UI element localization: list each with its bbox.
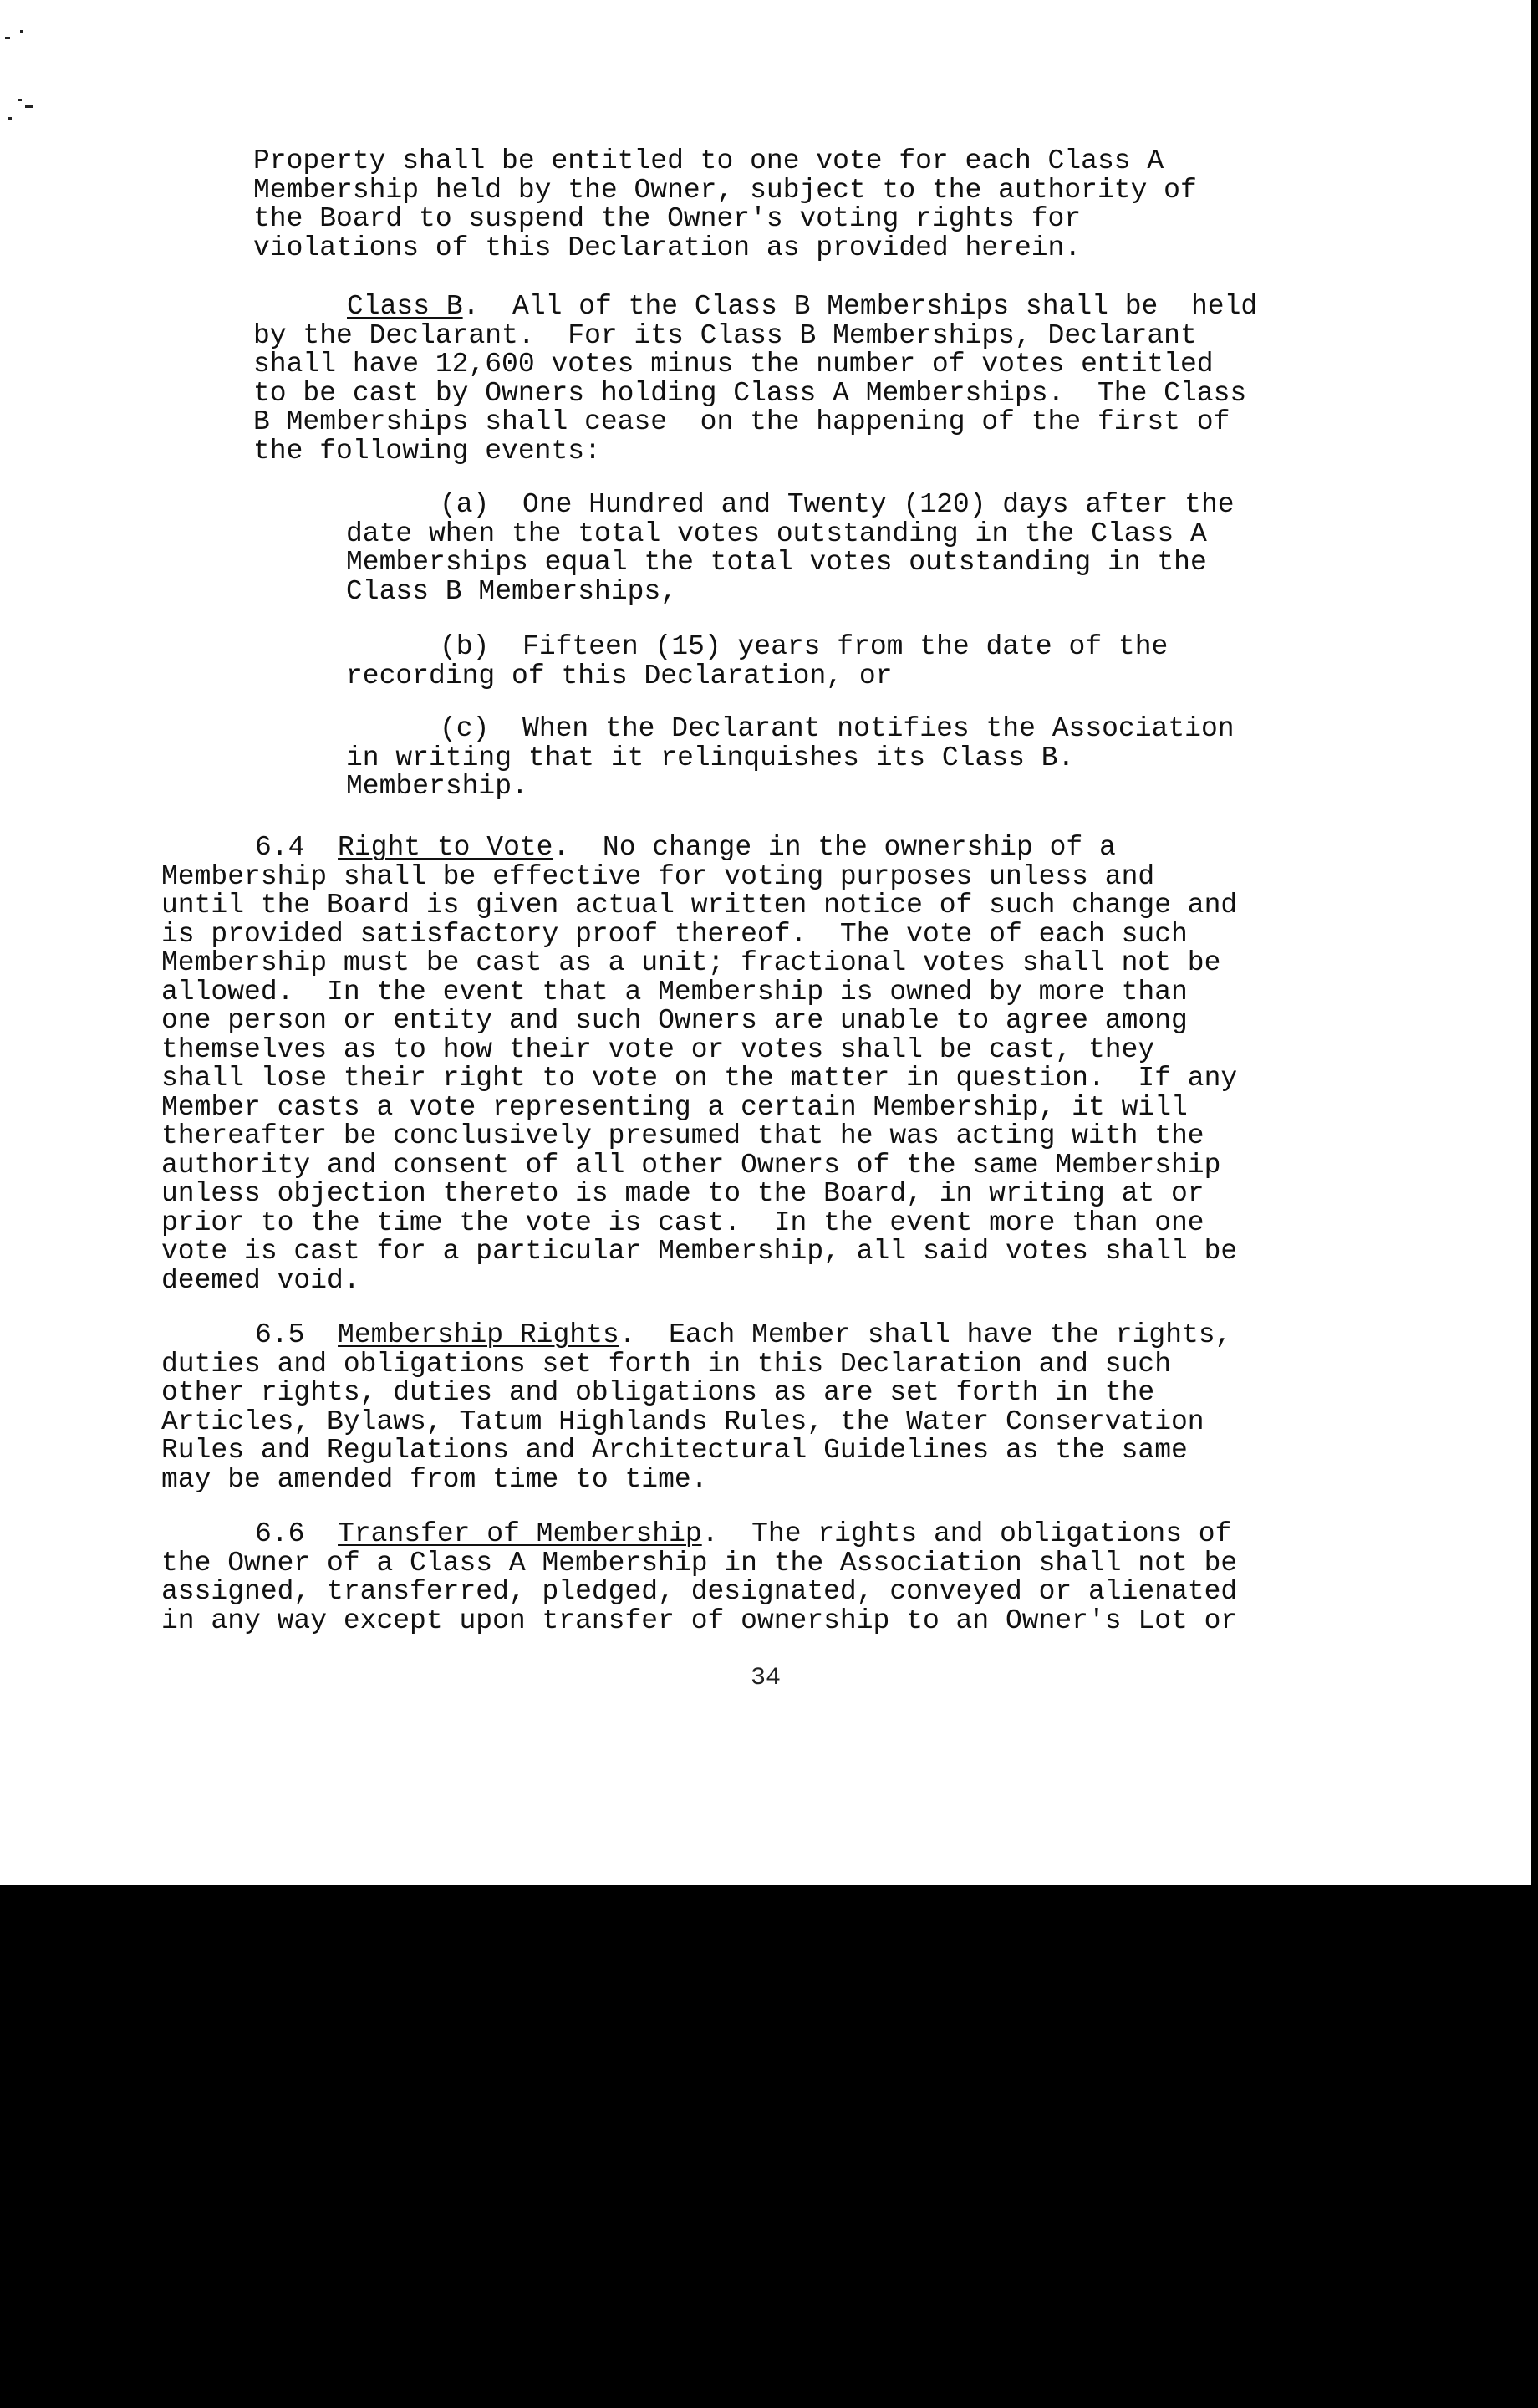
scan-edge	[1531, 0, 1538, 1885]
paragraph-class-b: Class B. All of the Class B Memberships shall be held by the Declarant. For its Class B Memberships, Declarant shall have 12,600 votes minus the number of votes entitled to be cast by Owners holding Class A Memberships. The Class B Memberships shall cease on the happening of the first of the following events:	[253, 291, 1258, 467]
section-6-4: 6.4 Right to Vote. No change in the ownership of a Membership shall be effective for voting purposes unless and until the Board is given actual written notice of such change and is provided satisfactory proof thereof. The vote of each such Membership must be cast as a unit; fractional votes shall not be allowed. In the event that a Membership is owned by more than one person or entity and such Owners are unable to agree among themselves as to how their vote or votes shall be cast, they shall lose their right to vote on the matter in question. If any Member casts a vote representing a certain Membership, it will thereafter be conclusively presumed that he was acting with the authority and consent of all other Owners of the same Membership unless objection thereto is made to the Board, in writing at or prior to the time the vote is cast. In the event more than one vote is cast for a particular Membership, all said votes shall be deemed void.	[161, 832, 1238, 1296]
scan-speck	[25, 105, 33, 108]
section-heading-right-to-vote: Right to Vote	[338, 832, 553, 863]
scan-speck	[8, 117, 12, 120]
page-number: 34	[750, 1664, 781, 1692]
section-number: 6.6	[255, 1518, 305, 1549]
section-heading-membership-rights: Membership Rights	[338, 1319, 619, 1350]
class-b-heading: Class B	[347, 291, 463, 322]
section-number: 6.4	[255, 832, 305, 863]
section-number: 6.5	[255, 1319, 305, 1350]
section-heading-transfer-of-membership: Transfer of Membership	[338, 1518, 702, 1549]
scan-speck	[5, 37, 10, 39]
scan-background	[0, 1885, 1538, 2408]
paragraph-property-voting: Property shall be entitled to one vote for each Class A Membership held by the Owner, subject to the authority of the Board to suspend the Owner's voting rights for violations of this Declaration as provided herein.	[253, 145, 1197, 263]
list-item-c: (c) When the Declarant notifies the Association in writing that it relinquishes its Class B. Membership.	[346, 713, 1235, 802]
section-6-6: 6.6 Transfer of Membership. The rights and obligations of the Owner of a Class A Membership in the Association shall not be assigned, transferred, pledged, designated, conveyed or alienated in any way except upon transfer of ownership to an Owner's Lot or	[161, 1518, 1238, 1636]
section-6-5: 6.5 Membership Rights. Each Member shall have the rights, duties and obligations set forth in this Declaration and such other rights, duties and obligations as are set forth in the Articles, Bylaws, Tatum Highlands Rules, the Water Conservation Rules and Regulations and Architectural Guidelines as the same may be amended from time to time.	[161, 1319, 1232, 1495]
scan-speck	[20, 30, 23, 33]
list-item-b: (b) Fifteen (15) years from the date of the recording of this Declaration, or	[346, 631, 1169, 691]
scan-speck	[18, 99, 22, 101]
list-item-a: (a) One Hundred and Twenty (120) days after the date when the total votes outstanding in the Class A Memberships equal the total votes outstanding in the Class B Memberships,	[346, 489, 1235, 607]
